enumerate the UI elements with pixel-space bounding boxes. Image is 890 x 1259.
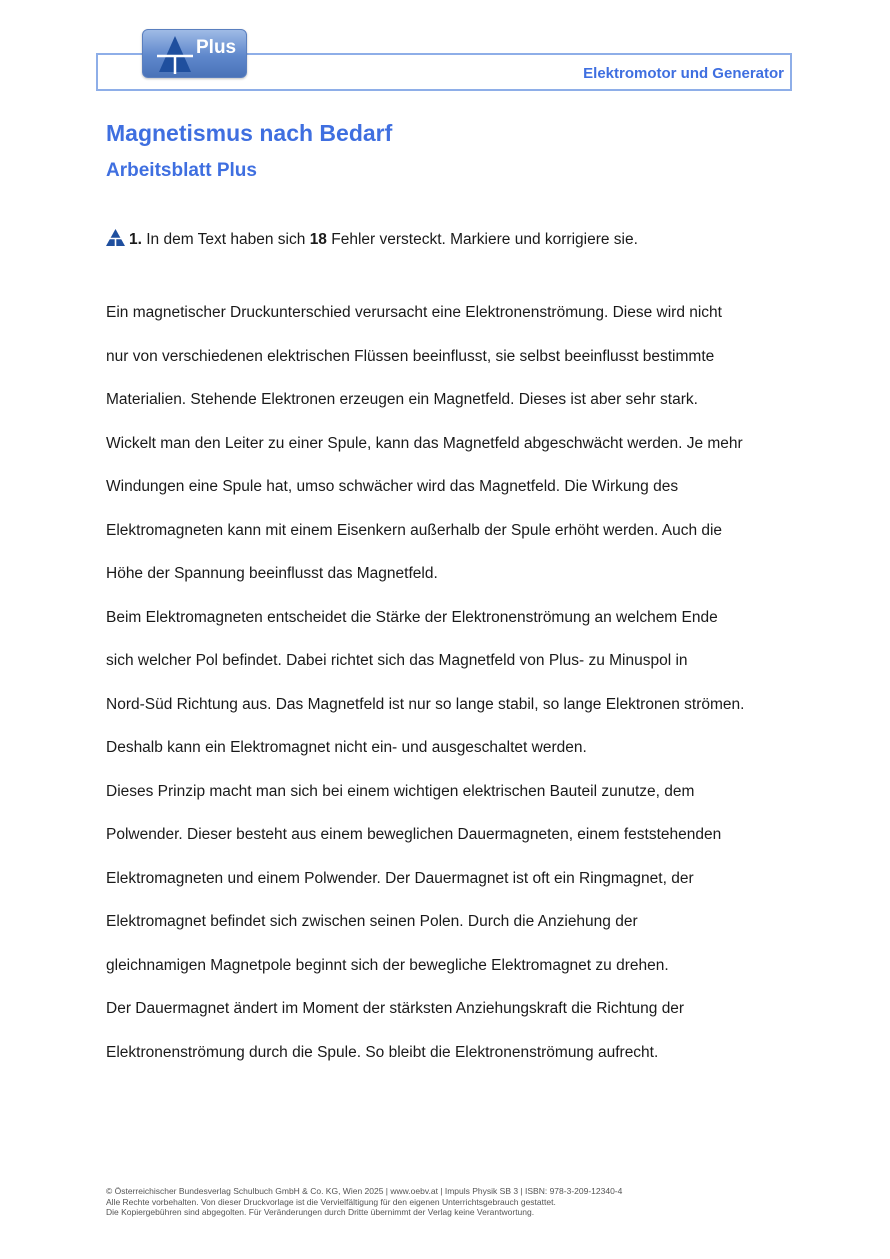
text-line: gleichnamigen Magnetpole beginnt sich der bewegliche Elektromagnet zu drehen. xyxy=(106,956,669,974)
triangle-logo-icon xyxy=(157,34,193,74)
text-line: Höhe der Spannung beeinflusst das Magnetfeld. xyxy=(106,565,438,582)
text-line: sich welcher Pol befindet. Dabei richtet sich das Magnetfeld von Plus- zu Minuspol in xyxy=(106,652,688,669)
copyright-footer xyxy=(106,1186,622,1218)
text-line: Elektromagneten und einem Polwender. Der Dauermagnet ist oft ein Ringmagnet, der xyxy=(106,869,694,887)
text-line: Elektromagneten kann mit einem Eisenkern außerhalb der Spule erhöht werden. Auch die xyxy=(106,521,723,539)
error-text xyxy=(106,303,806,1086)
text-line: Windungen eine Spule hat, umso schwächer wird das Magnetfeld. Die Wirkung des xyxy=(106,478,679,495)
error-count: 18 xyxy=(309,231,327,248)
text-line: Ein magnetischer Druckunterschied verursacht eine Elektronenströmung. Diese wird nicht xyxy=(106,304,722,321)
footer-line-liability: Die Kopiergebühren sind abgegolten. Für Veränderungen durch Dritte übernimmt der Verlag keine Verantwortung. xyxy=(106,1207,535,1217)
text-line: Polwender. Dieser besteht aus einem beweglichen Dauermagneten, einem feststehenden xyxy=(106,826,722,843)
text-line: Beim Elektromagneten entscheidet die Stärke der Elektronenströmung an welchem Ende xyxy=(106,608,718,626)
text-line: Der Dauermagnet ändert im Moment der stärksten Anziehungskraft die Richtung der xyxy=(106,1000,685,1017)
plus-logo xyxy=(142,29,247,78)
footer-line-rights: Alle Rechte vorbehalten. Von dieser Druckvorlage ist die Vervielfältigung für den eigenen Unterrichtsgebrauch gestattet. xyxy=(106,1196,556,1207)
footer-line-publisher: © Österreichischer Bundesverlag Schulbuch GmbH & Co. KG, Wien 2025 | www.oebv.at | Impuls Physik SB 3 | ISBN: 978-3-209-12340-4 xyxy=(106,1186,623,1196)
logo-label: Plus xyxy=(196,37,237,58)
page-title: Magnetismus nach Bedarf xyxy=(106,120,393,146)
text-line: Wickelt man den Leiter zu einer Spule, kann das Magnetfeld abgeschwächt werden. Je mehr xyxy=(106,434,743,452)
task-text-after: Fehler versteckt. Markiere und korrigiere sie. xyxy=(331,231,638,248)
page-subtitle: Arbeitsblatt Plus xyxy=(106,160,257,181)
text-line: Elektromagnet befindet sich zwischen seinen Polen. Durch die Anziehung der xyxy=(106,913,638,930)
topic-title: Elektromotor und Generator xyxy=(583,65,784,82)
text-line: Nord-Süd Richtung aus. Das Magnetfeld ist nur so lange stabil, so lange Elektronen strömen. xyxy=(106,695,745,713)
plus-triangle-icon xyxy=(106,229,125,246)
task-instruction xyxy=(106,229,638,249)
task-text-before: In dem Text haben sich xyxy=(146,231,306,248)
text-line: Deshalb kann ein Elektromagnet nicht ein- und ausgeschaltet werden. xyxy=(106,739,587,756)
text-line: Elektronenströmung durch die Spule. So bleibt die Elektronenströmung aufrecht. xyxy=(106,1043,659,1061)
text-line: nur von verschiedenen elektrischen Flüssen beeinflusst, sie selbst beeinflusst bestimmte xyxy=(106,347,715,365)
text-line: Dieses Prinzip macht man sich bei einem wichtigen elektrischen Bauteil zunutze, dem xyxy=(106,782,695,800)
task-number: 1. xyxy=(129,231,142,248)
text-line: Materialien. Stehende Elektronen erzeugen ein Magnetfeld. Dieses ist aber sehr stark. xyxy=(106,391,698,408)
